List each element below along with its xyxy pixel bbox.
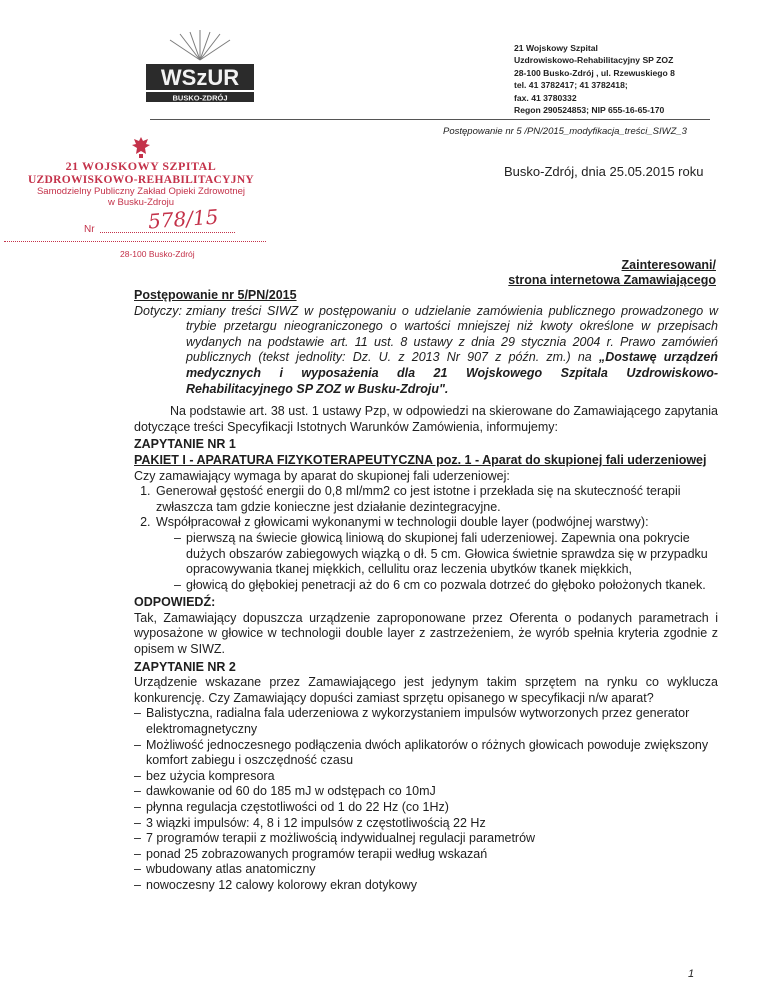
- question-1-list: [134, 484, 718, 593]
- regarding-label: Dotyczy:: [134, 303, 182, 318]
- question-2-list: [134, 706, 718, 893]
- hospital-info-line: Uzdrowiskowo-Rehabilitacyjny SP ZOZ: [514, 55, 674, 66]
- logo-subtext: BUSKO-ZDRÓJ: [172, 93, 228, 103]
- answer-1-text: Tak, Zamawiający dopuszcza urządzenie zaproponowane przez Oferenta o podanych parametrach i wyposażone w głowice w technologii double layer z zastrzeżeniem, że wyrób spełnia kryteria zgodnie z opisem w SIWZ.: [134, 610, 718, 657]
- answer-1-title: ODPOWIEDŹ:: [134, 595, 216, 610]
- document-date: Busko-Zdrój, dnia 25.05.2015 roku: [504, 164, 704, 179]
- sublist-item: – głowicą do głębokiej penetracji aż do 6 cm co pozwala dotrzeć do głęboko położonych tkanek.: [174, 578, 718, 594]
- hospital-info-line: 28-100 Busko-Zdrój , ul. Rzewuskiego 8: [514, 67, 675, 78]
- intro-paragraph: Na podstawie art. 38 ust. 1 ustawy Pzp, w odpowiedzi na skierowane do Zamawiającego zapytania dotyczące treści Specyfikacji Istotnych Warunków Zamówienia, informujemy:: [134, 404, 718, 434]
- list-item: [154, 515, 718, 593]
- list-item: – dawkowanie od 60 do 185 mJ w odstępach co 10mJ: [134, 784, 718, 800]
- stamp-city: 28-100 Busko-Zdrój: [120, 249, 195, 259]
- question-1-package: PAKIET I - APARATURA FIZYKOTERAPEUTYCZNA poz. 1 - Aparat do skupionej fali uderzeniowej: [134, 452, 707, 467]
- stamp-line-3: Samodzielny Publiczny Zakład Opieki Zdrowotnej: [36, 186, 246, 197]
- regarding-text: zmiany treści SIWZ w postępowaniu o udzielanie zamówienia publicznego prowadzonego w trybie przetargu nieograniczonego o wartości mniejszej niż kwoty określone w przepisach wydanych na podstawie art. 11 ust. 8 ustawy z dnia 29 stycznia 2004 r. Prawo zamówień publicznych (tekst jednolity: Dz. U. z 2013 Nr 907 z późn. zm.) na: [185, 303, 718, 365]
- question-2-title: ZAPYTANIE NR 2: [134, 659, 236, 674]
- logo-graphic: [140, 30, 260, 108]
- stamp-nr-handwritten: 578/15: [147, 204, 220, 234]
- hospital-info-line: tel. 41 3782417; 41 3782418;: [514, 80, 628, 91]
- regarding-block: [134, 304, 718, 398]
- list-item: – ponad 25 zobrazowanych programów terapii według wskazań: [134, 847, 718, 863]
- page-number: 1: [688, 968, 695, 980]
- list-item: – 3 wiązki impulsów: 4, 8 i 12 impulsów z częstotliwością 22 Hz: [134, 816, 718, 832]
- hospital-info: [514, 42, 675, 116]
- list-item: [154, 484, 718, 515]
- eagle-emblem-icon: [130, 135, 152, 159]
- stamp-dotted-line: [4, 241, 266, 242]
- recipient-line: Zainteresowani/: [621, 258, 716, 272]
- reference-line: Postępowanie nr 5 /PN/2015_modyfikacja_treści_SIWZ_3: [443, 126, 687, 137]
- header-divider: [150, 119, 710, 120]
- regarding-subject: „Dostawę urządzeń medycznych i wyposażenia dla 21 Wojskowego Szpitala Uzdrowiskowo-Rehabilitacyjnego SP ZOZ w Busku-Zdroju".: [185, 350, 718, 396]
- list-item: – Możliwość jednoczesnego podłączenia dwóch aplikatorów o różnych głowicach powoduje zwiększony komfort zabiegu i oszczędność czasu: [134, 738, 718, 769]
- logo-text: WSzUR: [160, 65, 240, 90]
- list-item-text: Współpracował z głowicami wykonanymi w technologii double layer (podwójnej warstwy):: [156, 515, 649, 530]
- recipient-line: strona internetowa Zamawiającego: [508, 273, 716, 287]
- list-item: – płynna regulacja częstotliwości od 1 do 22 Hz (co 1Hz): [134, 800, 718, 816]
- regarding-content: [186, 304, 718, 398]
- list-item: – bez użycia kompresora: [134, 769, 718, 785]
- question-1-title: ZAPYTANIE NR 1: [134, 437, 236, 452]
- stamp-line-1: 21 WOJSKOWY SZPITAL: [65, 159, 217, 173]
- sublist-item: – pierwszą na świecie głowicą liniową do skupionej fali uderzeniowej. Zapewnia ona pokrycie dużych obszarów zabiegowych wiązką o dł. 5 cm. Głowica świetnie sprawdza się w przypadku opracowywania tkanej miękkich, cellulitu oraz leczenia ubytków tkanek miękkich,: [174, 531, 718, 578]
- list-item-text: Generował gęstość energii do 0,8 ml/mm2 co jest istotne i przekłada się na skuteczność terapii zwłaszcza tam gdzie konieczne jest działanie dezintegracyjne.: [156, 484, 681, 514]
- hospital-info-line: Regon 290524853; NIP 655-16-65-170: [514, 105, 665, 116]
- list-item: – wbudowany atlas anatomiczny: [134, 862, 718, 878]
- hospital-info-line: 21 Wojskowy Szpital: [514, 43, 598, 53]
- document-body: [134, 288, 718, 894]
- proceeding-number: Postępowanie nr 5/PN/2015: [134, 288, 297, 302]
- question-2-text: Urządzenie wskazane przez Zamawiającego jest jedynym takim sprzętem na rynku co wyklucza konkurencję. Czy Zamawiający dopuści zamiast sprzętu opisanego w specyfikacji n/w aparat?: [134, 675, 718, 705]
- hospital-stamp: [6, 135, 276, 208]
- question-1-sublist: [156, 531, 718, 593]
- hospital-info-line: fax. 41 3780332: [514, 92, 577, 103]
- list-item: – nowoczesny 12 calowy kolorowy ekran dotykowy: [134, 878, 718, 894]
- recipient-block: [508, 258, 716, 288]
- list-item: – 7 programów terapii z możliwością indywidualnej regulacji parametrów: [134, 831, 718, 847]
- question-1-text: Czy zamawiający wymaga by aparat do skupionej fali uderzeniowej:: [134, 468, 510, 483]
- list-item: – Balistyczna, radialna fala uderzeniowa z wykorzystaniem impulsów wytworzonych przez generator elektromagnetyczny: [134, 706, 718, 737]
- stamp-line-2: UZDROWISKOWO-REHABILITACYJNY: [27, 174, 255, 186]
- stamp-line-4: w Busku-Zdroju: [108, 197, 174, 208]
- stamp-nr-label: Nr: [84, 224, 95, 235]
- hospital-logo: [140, 30, 260, 108]
